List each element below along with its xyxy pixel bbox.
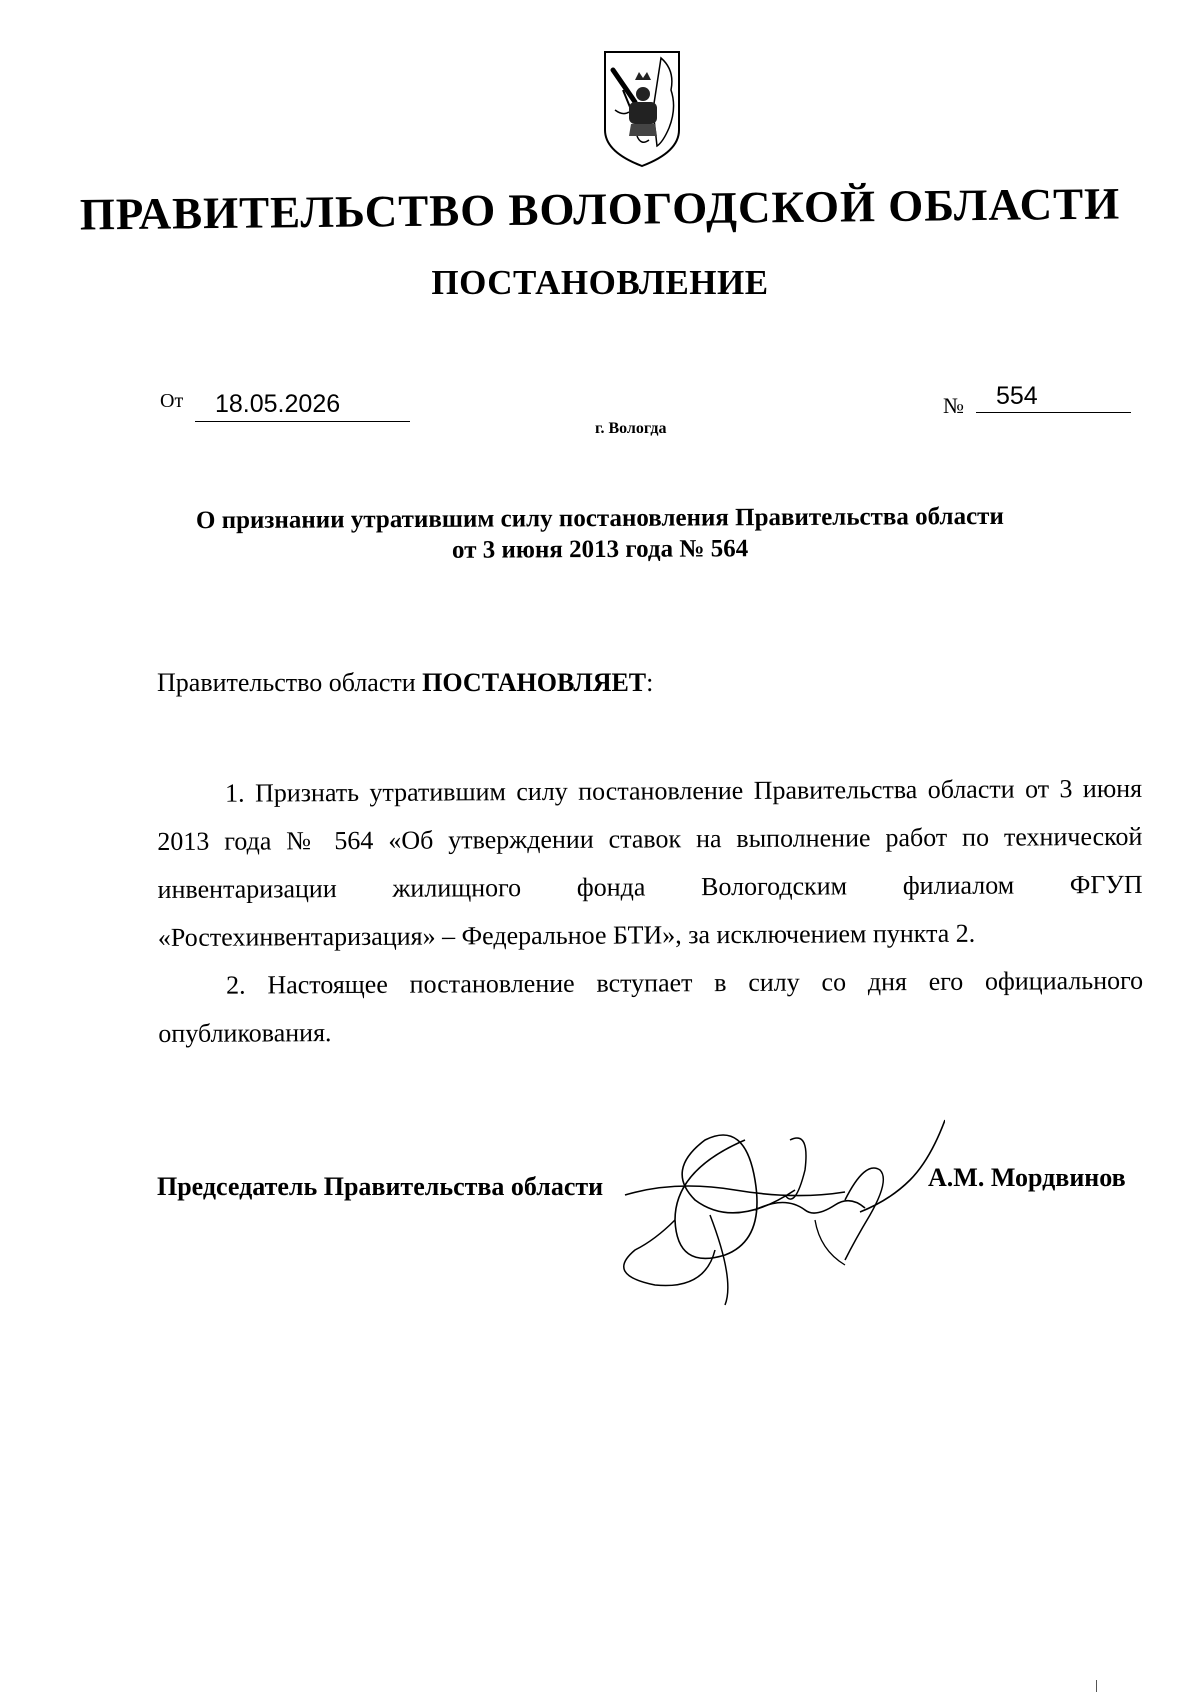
clause-1: 1. Признать утратившим силу постановление Правительства области от 3 июня 2013 года № 564 «Об утверждении ставок на выполнение работ по технической инвентаризации жилищного фонда Вологодским филиалом ФГУП «Ростехинвентаризация» – Федеральное БТИ», за исключением пункта 2. <box>157 773 1143 952</box>
document-type-title: ПОСТАНОВЛЕНИЕ <box>431 263 769 302</box>
clause-2: 2. Настоящее постановление вступает в силу со дня его официального опубликования. <box>158 965 1144 1048</box>
handwritten-signature-icon <box>615 1100 945 1310</box>
scan-mark <box>1096 1680 1097 1692</box>
document-number: 554 <box>976 383 1131 413</box>
date-prefix: От <box>160 390 184 412</box>
subject-line-2: от 3 июня 2013 года № 564 <box>451 535 749 564</box>
preamble-suffix: : <box>646 668 654 697</box>
document-date: 18.05.2026 <box>195 390 410 422</box>
preamble-text: Правительство области <box>157 668 423 697</box>
preamble <box>157 668 653 698</box>
vologda-coat-of-arms-icon <box>601 50 683 168</box>
document-subject <box>130 501 1070 568</box>
city-label: г. Вологда <box>595 420 667 437</box>
subject-line-1: О признании утратившим силу постановления Правительства области <box>195 502 1004 535</box>
signer-name: А.М. Мордвинов <box>928 1163 1126 1192</box>
preamble-emphasis: ПОСТАНОВЛЯЕТ <box>422 668 647 697</box>
signer-title: Председатель Правительства области <box>157 1172 604 1201</box>
document-body <box>157 765 1143 1058</box>
number-prefix: № <box>943 393 964 418</box>
organization-title: ПРАВИТЕЛЬСТВО ВОЛОГОДСКОЙ ОБЛАСТИ <box>79 178 1121 240</box>
